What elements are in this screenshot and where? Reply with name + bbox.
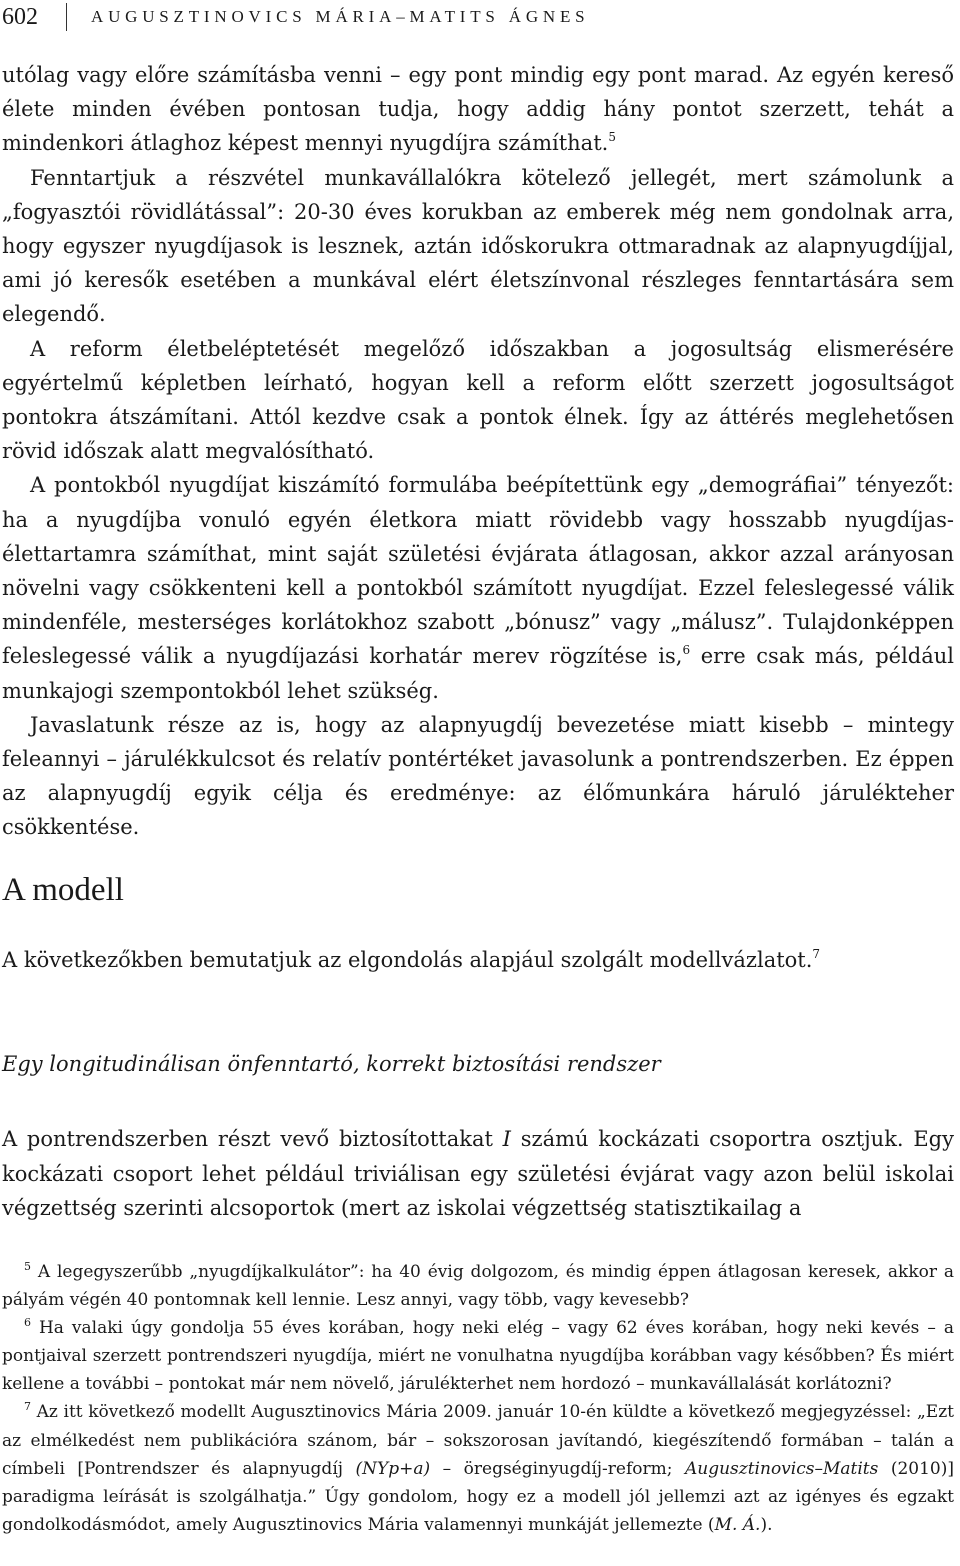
footnote-5 — [2, 1258, 954, 1314]
page-number: 602 — [2, 3, 38, 30]
footnote-number: 7 — [24, 1400, 31, 1414]
footnote-text: Az itt következő modellt Augusztinovics Mária 2009. január 10-én küldte a következő megjegyzéssel: „Ezt az elmélkedést nem publikációra szánom, bár – sokszorosan javítandó, kiegészítendő formában – talán a címbeli [Pontrendszer és alapnyugdíj — [2, 1402, 954, 1479]
body-text — [2, 58, 954, 845]
paragraph-text: számú kockázati csoportra osztjuk. Egy kockázati csoport lehet például triviálisan egy születési évjárat vagy azon belül iskolai végzettség szerinti alcsoportok (mert az iskolai végzettség statisztikailag a — [2, 1127, 954, 1220]
footnote-text: Ha valaki úgy gondolja 55 éves korában, hogy neki elég – vagy 62 éves korában, hogy neki kevés – a pontjaival szerzett pontrendszeri nyugdíja, miért ne vonulhatna nyugdíjba korábban vagy későbben? És miért kellene a további – pontokat már nem növelő, járulékterhet nem hordozó – munkavállalását korlátozni? — [2, 1318, 954, 1395]
footnote-ref-6: 6 — [682, 643, 691, 658]
running-head — [0, 0, 960, 34]
footnote-text: A legegyszerűbb „nyugdíjkalkulátor”: ha 40 évig dolgozom, és mindig éppen átlagosan keresek, akkor a pályám végén 40 pontomnak kell lennie. Lesz annyi, vagy több, vagy kevesebb? — [2, 1262, 954, 1311]
footnote-number: 6 — [24, 1316, 31, 1330]
footnote-number: 5 — [24, 1260, 31, 1273]
footnote-text: – öregséginyugdíj-reform; — [430, 1458, 685, 1479]
paragraph: Javaslatunk része az is, hogy az alapnyugdíj bevezetése miatt kisebb – mintegy feleannyi – járulékkulcsot és relatív pontértéket javasolunk a pontrendszerben. Ez éppen az alapnyugdíj egyik célja és eredménye: az élőmunkára háruló járulékteher csökkentése. — [2, 712, 954, 840]
running-head-authors: AUGUSZTINOVICS MÁRIA–MATITS ÁGNES — [91, 7, 590, 26]
footnote-ref-7: 7 — [812, 947, 821, 961]
footnote-italic: (NYp+a) — [355, 1458, 431, 1479]
header-divider — [66, 3, 67, 31]
subsection-heading: Egy longitudinálisan önfenntartó, korrekt biztosítási rendszer — [2, 1052, 661, 1076]
paragraph-text: erre csak más, például munkajogi szempontokból lehet szükség. — [2, 644, 955, 703]
variable-symbol: I — [502, 1127, 511, 1151]
paragraph: A reform életbeléptetését megelőző időszakban a jogosultság elismerésére egyértelmű képletben leírható, hogyan kell a reform előtt szerzett jogosultságot pontokra átszámítani. Attól kezdve csak a pontok élnek. Így az áttérés meglehetősen rövid időszak alatt megvalósítható. — [2, 336, 954, 464]
paragraph-text: A pontokból nyugdíjat kiszámító formulába beépítettünk egy „demográfiai” tényezőt: ha a nyugdíjba vonuló egyén életkora miatt rövidebb vagy hosszabb nyugdíjas-élettartamra számíthat, mint saját születési évjárata átlagosan, akkor azzal arányosan növelni vagy csökkenteni kell a pontokból számított nyugdíjat. Ezzel feleslegessé válik mindenféle, mesterséges korlátokhoz szabott „bónusz” vagy „málusz”. Tulajdonképpen feleslegessé válik a nyugdíjazási korhatár merev rögzítése is, — [2, 473, 954, 669]
footnote-text: (2010)] paradigma leírását is szolgálhatja.” Úgy gondolom, hogy ez a modell jól jellemzi azt az igényes és egzakt gondolkodásmódot, amely Augusztinovics Mária valamennyi munkáját jellemezte ( — [2, 1458, 954, 1535]
footnote-7 — [2, 1398, 954, 1538]
footnote-text: ). — [760, 1514, 773, 1535]
paragraph-continued — [2, 58, 954, 161]
paragraph: Fenntartjuk a részvétel munkavállalókra kötelező jellegét, mert számolunk a „fogyasztói rövidlátással”: 20-30 éves korukban az emberek még nem gondolnak arra, hogy egyszer nyugdíjasok is lesznek, aztán időskorukra ottmaradnak az alapnyugdíjjal, ami jó keresők esetében a munkával elért életszínvonal részleges fenntartására sem elegendő. — [2, 165, 954, 327]
section-heading: A modell — [2, 872, 124, 908]
footnote-italic: Augusztinovics–Matits — [684, 1458, 879, 1479]
paragraph — [2, 468, 954, 707]
paragraph-text: utólag vagy előre számításba venni – egy pont mindig egy pont marad. Az egyén kereső élete minden évében pontosan tudja, hogy addig hány pontot szerzett, tehát a mindenkori átlaghoz képest mennyi nyugdíjra számíthat. — [2, 63, 954, 156]
footnote-italic: M. Á. — [714, 1514, 761, 1535]
section-intro-text: A következőkben bemutatjuk az elgondolás alapjául szolgált modellvázlatot. — [2, 948, 813, 972]
footnotes — [2, 1258, 954, 1539]
paragraph — [2, 1122, 954, 1226]
footnote-ref-5: 5 — [608, 130, 616, 145]
footnote-6 — [2, 1314, 954, 1398]
section-intro — [2, 948, 954, 972]
paragraph-text: A pontrendszerben részt vevő biztosítottakat — [2, 1127, 503, 1151]
